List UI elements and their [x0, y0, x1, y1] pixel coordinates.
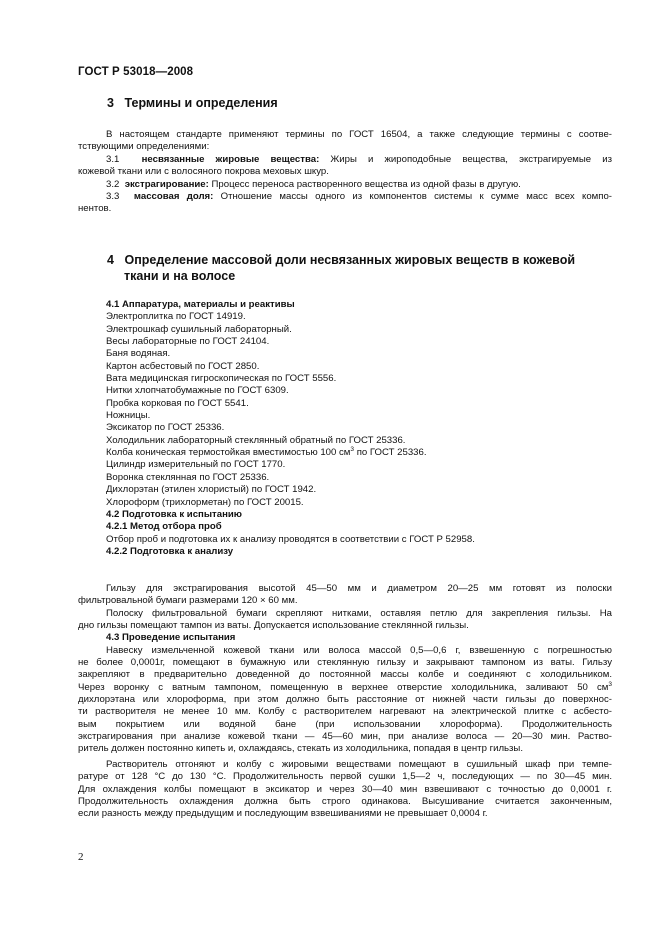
section-4-heading: [107, 252, 612, 284]
test-line-8: экстрагирования при анализе кожевой ткани — 45—60 мин, при анализе волоса — 20—30 мин. Раство-: [78, 731, 612, 743]
list-item: Картон асбестовый по ГОСТ 2850.: [106, 360, 260, 372]
term-3-1-term: несвязанные жировые вещества:: [141, 153, 320, 165]
prep-line-1: Гильзу для экстрагирования высотой 45—50 мм и диаметром 20—25 мм готовят из полоски: [106, 583, 612, 594]
drying-line-4: Продолжительность охлаждения должна быть строго одинакова. Высушивание считается законченным,: [78, 795, 612, 807]
term-3-2: [78, 179, 612, 191]
test-line-6: ти растворителя не менее 10 мм. Колбу с растворителем нагревают на электрической плитке с асбесто-: [78, 706, 612, 718]
subsection-4-1-heading: 4.1 Аппаратура, материалы и реактивы: [106, 299, 295, 310]
prep-line-2: фильтровальной бумаги размерами 120 × 60 мм.: [78, 595, 298, 607]
drying-line-3: Для охлаждения колбы помещают в эксикатор и через 30—40 мин взвешивают с точностью до 0,0001 г.: [78, 783, 612, 795]
subsection-4-2-1-text: Отбор проб и подготовка их к анализу проводятся в соответствии с ГОСТ Р 52958.: [106, 533, 475, 545]
subsection-4-2-2-heading: 4.2.2 Подготовка к анализу: [106, 545, 234, 557]
section-3-number: 3: [107, 96, 114, 110]
test-line-9: ритель должен постоянно кипеть и, охлаждаясь, стекать из холодильника, попадая в центр гильзы.: [78, 743, 523, 755]
list-item: Дихлорэтан (этилен хлористый) по ГОСТ 1942.: [106, 484, 317, 496]
list-item: Хлороформ (трихлорметан) по ГОСТ 20015.: [106, 496, 304, 508]
list-item: Электроплитка по ГОСТ 14919.: [106, 311, 246, 323]
section-3-title: Термины и определения: [124, 96, 278, 110]
intro-line-1: В настоящем стандарте применяют термины по ГОСТ 16504, а также следующие термины с соотве-: [106, 129, 612, 140]
page-number: 2: [78, 851, 84, 863]
term-3-2-num: 3.2: [106, 178, 120, 190]
section-3-heading: [107, 95, 278, 111]
term-3-2-def: Процесс переноса растворенного вещества из одной фазы в другую.: [211, 178, 521, 190]
term-3-3-term: массовая доля:: [133, 191, 214, 203]
test-line-5: дихлорэтана или хлороформа, при этом должно быть расстояние от нижней части гильзы до поверхнос-: [78, 694, 612, 706]
subsection-4-2-1-heading: 4.2.1 Метод отбора проб: [106, 521, 222, 533]
flask-text: Колба коническая термостойкая вместимостью 100 см: [106, 447, 351, 459]
prep-line-3: Полоску фильтровальной бумаги скрепляют нитками, оставляя петлю для закрепления гильзы. На: [106, 607, 612, 619]
list-item: Нитки хлопчатобумажные по ГОСТ 6309.: [106, 385, 289, 397]
list-item: Вата медицинская гигроскопическая по ГОСТ 5556.: [106, 373, 337, 385]
section-3-body: [78, 129, 612, 216]
list-item: Баня водяная.: [106, 348, 171, 360]
list-item: Ножницы.: [106, 410, 151, 422]
test-line-7: вым покрытием или водяной бане (при использовании хлороформа). Продолжительность: [78, 718, 612, 730]
section-4-title-line-2: ткани и на волосе: [124, 269, 236, 283]
standard-header: ГОСТ Р 53018—2008: [78, 66, 194, 78]
flask-superscript: 3: [350, 445, 355, 453]
list-item: Воронка стеклянная по ГОСТ 25336.: [106, 471, 270, 483]
list-item: Эксикатор по ГОСТ 25336.: [106, 422, 225, 434]
test-line-4-superscript: 3: [608, 680, 612, 688]
term-3-1-def: Жиры и жироподобные вещества, экстрагируемые из: [330, 153, 612, 165]
term-3-1-def-cont: кожевой ткани или с волосяного покрова меховых шкур.: [78, 166, 329, 178]
term-3-3-def-cont: нентов.: [78, 203, 112, 215]
test-line-2: не более 0,0001г, помещают в бумажную или стеклянную гильзу и закрывают тампоном из ваты. Гильзу: [78, 657, 612, 669]
term-3-3-num: 3.3: [106, 191, 120, 203]
intro-line-2: тствующими определениями:: [78, 141, 210, 153]
test-line-3: закрепляют в предварительно доведенной до постоянной массы колбе и соединяют с холодильником.: [78, 669, 612, 681]
prep-line-4: дно гильзы помещают тампон из ваты. Допускается использование стеклянной гильзы.: [78, 620, 469, 632]
term-3-1-num: 3.1: [106, 153, 120, 165]
test-line-1: Навеску измельченной кожевой ткани или волоса массой 0,5—0,6 г, взвешенную с погрешностью: [106, 644, 612, 656]
term-3-3-def: Отношение массы одного из компонентов системы к сумме масс всех компо-: [220, 191, 612, 203]
term-3-3: [78, 191, 612, 203]
drying-line-5: если разность между предыдущим и последующим взвешиваниями не превышает 0,0004 г.: [78, 808, 488, 820]
section-4-1-list: [106, 299, 612, 558]
section-4-number: 4: [107, 253, 114, 267]
subsection-4-3-heading: 4.3 Проведение испытания: [106, 632, 236, 644]
list-item: Весы лабораторные по ГОСТ 24104.: [106, 336, 270, 348]
term-3-2-term: экстрагирование:: [124, 178, 209, 190]
test-line-4: [78, 682, 612, 694]
list-item: Цилиндр измерительный по ГОСТ 1770.: [106, 459, 286, 471]
section-4-title-line-1: Определение массовой доли несвязанных жировых веществ в кожевой: [124, 253, 576, 267]
drying-line-1: Растворитель отгоняют и колбу с жировыми веществами помещают в сушильный шкаф при темпе-: [106, 758, 612, 770]
section-4-2-2-body: [78, 583, 612, 821]
list-item: Холодильник лабораторный стеклянный обратный по ГОСТ 25336.: [106, 434, 406, 446]
list-item: Электрошкаф сушильный лабораторный.: [106, 323, 292, 335]
term-3-1: [78, 154, 612, 166]
flask-text-end: по ГОСТ 25336.: [354, 447, 427, 459]
drying-line-2: ратуре от 128 °С до 130 °С. Продолжительность первой сушки 1,5—2 ч, последующих — по 30—45 мин.: [78, 771, 612, 783]
subsection-4-2-heading: 4.2 Подготовка к испытанию: [106, 508, 242, 520]
list-item-flask: [106, 447, 612, 459]
list-item: Пробка корковая по ГОСТ 5541.: [106, 397, 249, 409]
test-line-4-text: Через воронку с ватным тампоном, помещенную в верхнее отверстие холодильника, заливают 50 см: [78, 681, 609, 693]
